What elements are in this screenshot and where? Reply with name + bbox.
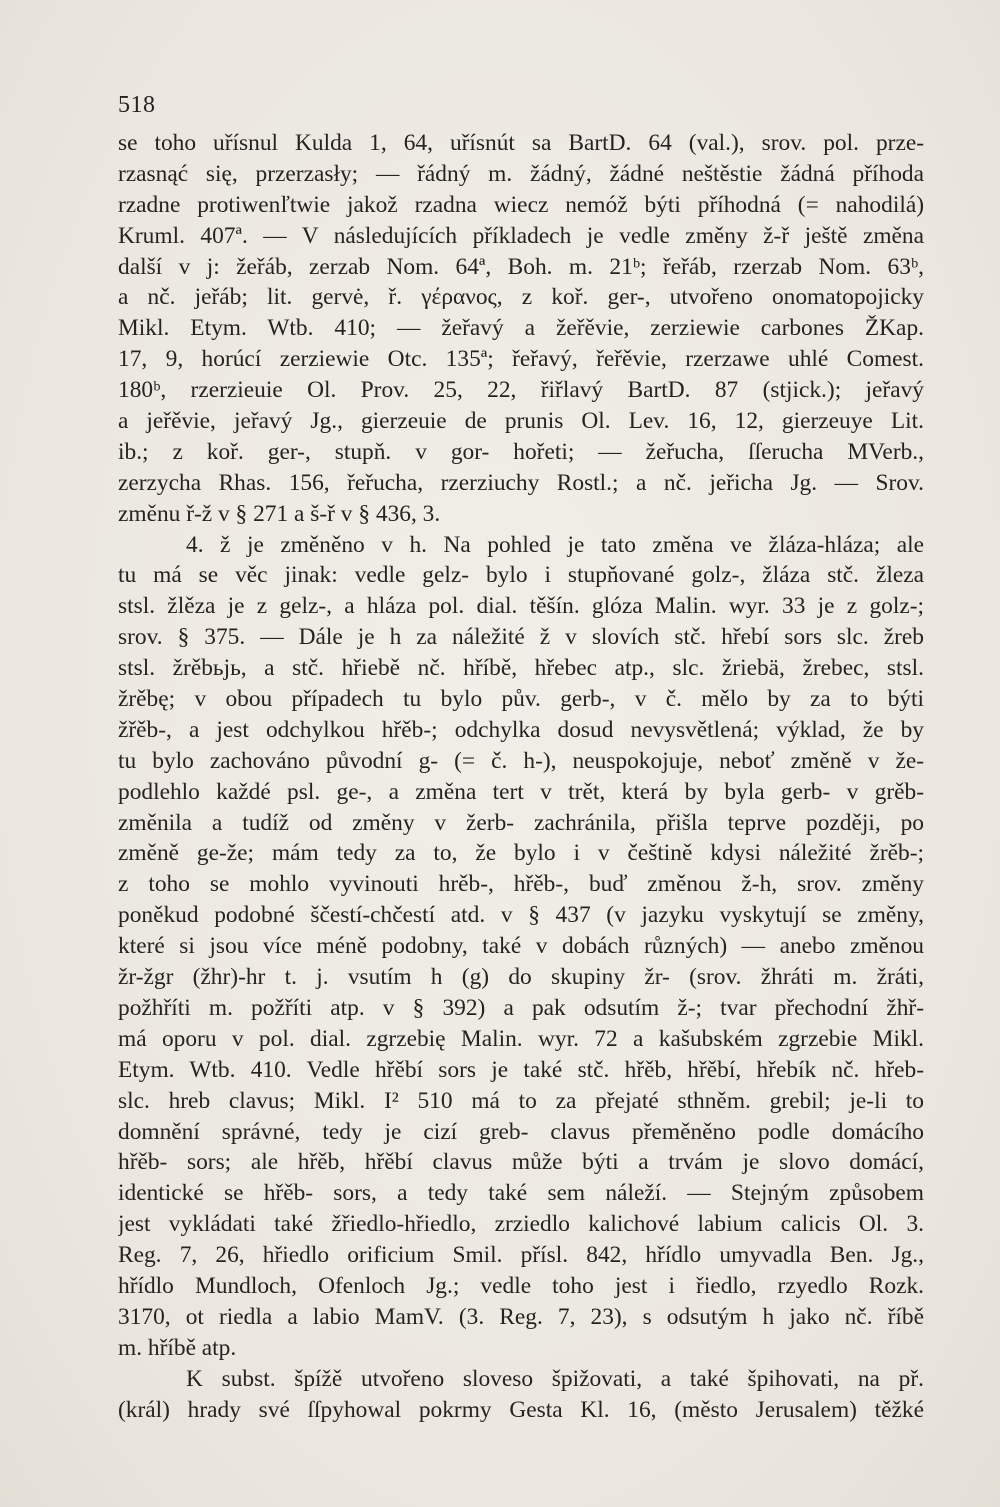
text-line: srov. § 375. — Dále je h za náležité ž v slovích stč. hřebí sors slc. žreb (118, 624, 924, 651)
text-line: Kruml. 407ª. — V následujících příkladech je vedle změny ž-ř ještě změna (118, 222, 924, 249)
text-line: poněkud podobné ščestí-chčestí atd. v § 437 (v jazyku vyskytují se změny, (118, 902, 924, 929)
text-line: jest vykládati také žřiedlo-hřiedlo, zrziedlo kalichové labium calicis Ol. 3. (118, 1211, 924, 1238)
text-line: změně ge-že; mám tedy za to, že bylo i v češtině kdysi náležité žrěb-; (118, 840, 924, 867)
text-line: Reg. 7, 26, hřiedlo orificium Smil. přísl. 842, hřídlo umyvadla Ben. Jg., (118, 1242, 924, 1269)
text-line: rzasnąć się, przerzasły; — řádný m. žádný, žádné neštěstie žádná příhoda (118, 160, 924, 187)
text-line: a jeřěvie, jeřavý Jg., gierzeuie de prunis Ol. Lev. 16, 12, gierzeuye Lit. (118, 408, 924, 435)
text-line: stsl. žlěza je z gelz-, a hláza pol. dial. těšín. glóza Malin. wyr. 33 je z golz-; (118, 593, 924, 620)
text-line: tu bylo zachováno původní g- (= č. h-), neuspokojuje, neboť změně v že- (118, 747, 924, 774)
text-line: změnila a tudíž od změny v žerb- zachránila, přišla teprve později, po (118, 809, 924, 836)
text-line: a nč. jeřáb; lit. gervė, ř. γέρανος, z koř. ger-, utvořeno onomatopojicky (118, 284, 924, 311)
text-line: 17, 9, horúcí zerziewie Otc. 135ª; řeřavý, řeřěvie, rzerzawe uhlé Comest. (118, 346, 924, 373)
text-line: žr-žgr (žhr)-hr t. j. vsutím h (g) do skupiny žr- (srov. žhráti m. žráti, (118, 964, 924, 991)
text-line: identické se hřěb- sors, a tedy také sem náleží. — Stejným způsobem (118, 1180, 924, 1207)
page-number: 518 (118, 92, 156, 118)
text-line: požhříti m. požříti atp. v § 392) a pak odsutím ž-; tvar přechodní žhř- (118, 994, 924, 1021)
text-line: podlehlo každé psl. ge-, a změna tert v trět, která by byla gerb- v grěb- (118, 778, 924, 805)
text-line: z toho se mohlo vyvinouti hrěb-, hřěb-, buď změnou ž-h, srov. změny (118, 871, 924, 898)
text-line: změnu ř-ž v § 271 a š-ř v § 436, 3. (118, 500, 441, 527)
text-line: rzadne protiwenľtwie jakož rzadna wiecz nemóž býti příhodná (= nahodilá) (118, 191, 924, 218)
text-line: slc. hreb clavus; Mikl. I² 510 má to za přejaté sthněm. grebil; je-li to (118, 1087, 924, 1114)
text-line: ib.; z koř. ger-, stupň. v gor- hořeti; — žeřucha, ſſerucha MVerb., (118, 438, 924, 465)
text-line: další v j: žeřáb, zerzab Nom. 64ª, Boh. m. 21ᵇ; řeřáb, rzerzab Nom. 63ᵇ, (118, 253, 924, 280)
text-line: m. hříbě atp. (118, 1334, 237, 1361)
text-line: 180ᵇ, rzerzieuie Ol. Prov. 25, 22, řiřlavý BartD. 87 (stjick.); jeřavý (118, 377, 924, 404)
text-line: Etym. Wtb. 410. Vedle hřěbí sors je také stč. hřěb, hřěbí, hřebík nč. hřeb- (118, 1056, 924, 1083)
text-line: (král) hrady své ſſpyhowal pokrmy Gesta Kl. 16, (město Jerusalem) těžké (118, 1396, 924, 1423)
text-line: zerzycha Rhas. 156, řeřucha, rzerziuchy Rostl.; a nč. jeřicha Jg. — Srov. (118, 469, 924, 496)
paragraph-start-line: K subst. špížě utvořeno sloveso špižovati, a také špihovati, na př. (186, 1365, 924, 1392)
text-line: Mikl. Etym. Wtb. 410; — žeřavý a žeřěvie, zerziewie carbones ŽKap. (118, 315, 924, 342)
text-line: má oporu v pol. dial. zgrzebię Malin. wyr. 72 a kašubském zgrzebie Mikl. (118, 1025, 924, 1052)
body-text (118, 128, 924, 1425)
paragraph-start-line: 4. ž je změněno v h. Na pohled je tato změna ve žláza-hláza; ale (186, 531, 924, 558)
text-line: stsl. žrěbьjь, a stč. hřiebě nč. hříbě, hřebec atp., slc. žriebä, žrebec, stsl. (118, 655, 924, 682)
text-line: které si jsou více méně podobny, také v dobách různých) — anebo změnou (118, 933, 924, 960)
text-line: tu má se věc jinak: vedle gelz- bylo i stupňované golz-, žláza stč. žleza (118, 562, 924, 589)
text-line: domnění správné, tedy je cizí greb- clavus přeměněno podle domácího (118, 1118, 924, 1145)
text-line: žřěb-, a jest odchylkou hřěb-; odchylka dosud nevysvětlená; výklad, že by (118, 716, 924, 743)
text-line: hřídlo Mundloch, Ofenloch Jg.; vedle toho jest i řiedlo, rzyedlo Rozk. (118, 1272, 924, 1299)
text-line: 3170, ot riedla a labio MamV. (3. Reg. 7, 23), s odsutým h jako nč. říbě (118, 1303, 924, 1330)
text-line: se toho uřísnul Kulda 1, 64, uřísnút sa BartD. 64 (val.), srov. pol. prze- (118, 130, 924, 156)
text-line: žrěbę; v obou případech tu bylo pův. gerb-, v č. mělo by za to býti (118, 686, 924, 713)
text-line: hřěb- sors; ale hřěb, hřěbí clavus může býti a trvám je slovo domácí, (118, 1149, 924, 1176)
